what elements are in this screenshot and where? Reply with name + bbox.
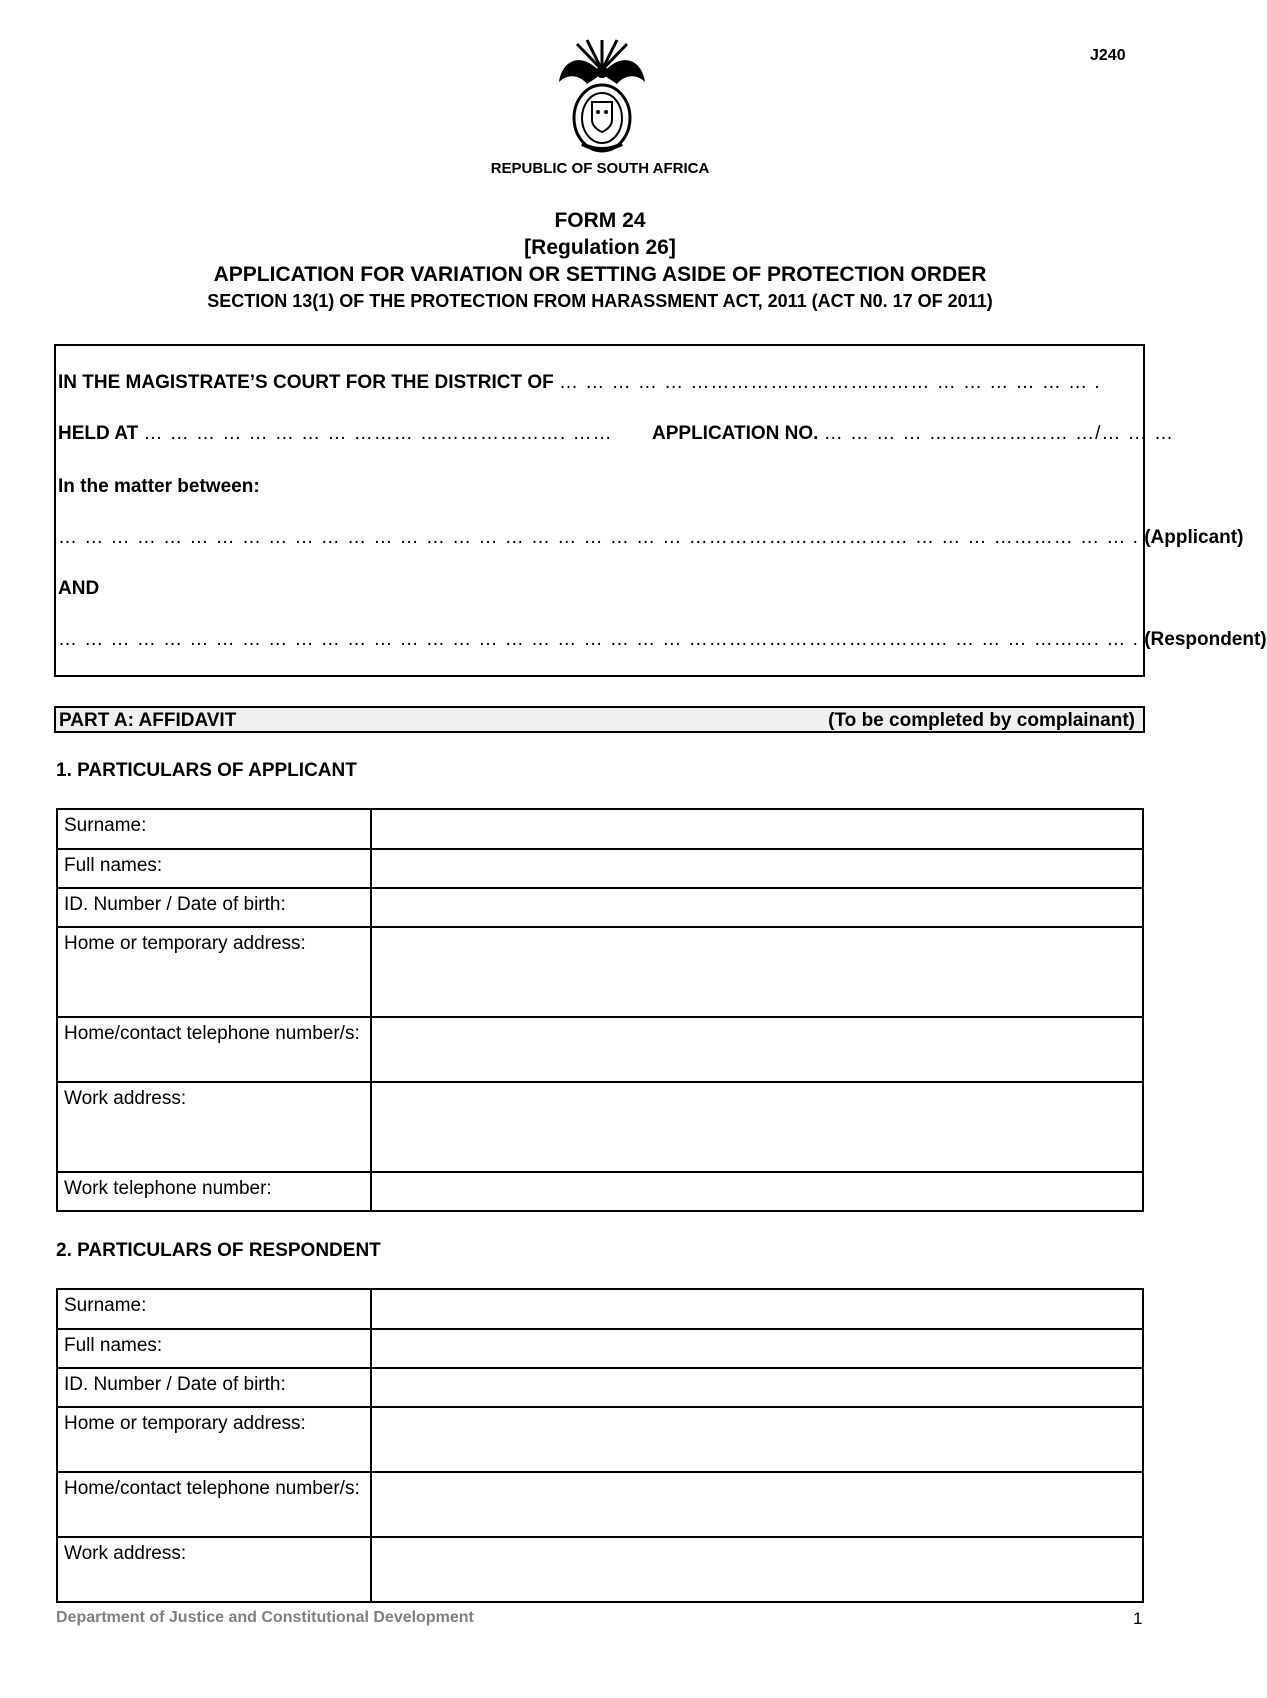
field-label: Surname: [57,809,371,849]
respondent-label: (Respondent) [1144,629,1267,650]
respondent-full-names-input[interactable] [371,1329,1143,1368]
applicant-label: (Applicant) [1144,527,1244,548]
respondent-section-title: 2. PARTICULARS OF RESPONDENT [56,1240,381,1261]
respondent-row[interactable] [58,629,1267,657]
district-label: IN THE MAGISTRATE’S COURT FOR THE DISTRICT OF [58,372,554,393]
applicant-id-input[interactable] [371,888,1143,927]
field-label: Surname: [57,1289,371,1329]
field-label: Home or temporary address: [57,1407,371,1472]
part-a-title: PART A: AFFIDAVIT [59,710,237,731]
matter-label: In the matter between: [58,476,260,497]
field-label: ID. Number / Date of birth: [57,888,371,927]
table-row [57,1368,1143,1407]
form-code: J240 [1090,47,1126,64]
table-row [57,1017,1143,1082]
form-number: FORM 24 [554,209,646,232]
applicant-section-title: 1. PARTICULARS OF APPLICANT [56,760,357,781]
applicant-row[interactable] [58,527,1244,555]
table-row [57,927,1143,1017]
form-title: APPLICATION FOR VARIATION OR SETTING ASIDE OF PROTECTION ORDER [213,263,987,286]
coat-of-arms-icon [557,40,647,158]
respondent-home-address-input[interactable] [371,1407,1143,1472]
held-at-field[interactable]: … … … … … … … … ……… …………………. …… [143,423,613,444]
field-label: Full names: [57,1329,371,1368]
and-label: AND [58,578,100,599]
table-row [57,1289,1143,1329]
table-row [57,1407,1143,1472]
table-row [57,849,1143,888]
respondent-particulars-table [56,1288,1144,1603]
application-no-label: APPLICATION NO. [652,423,819,444]
field-label: Work telephone number: [57,1172,371,1211]
held-at-row[interactable] [58,423,1174,451]
applicant-home-phone-input[interactable] [371,1017,1143,1082]
district-field[interactable]: … … … … … ……………………………… … … … … … … . [559,372,1101,393]
page-number: 1 [1133,1609,1143,1628]
applicant-field[interactable]: … … … … … … … … … … … … … … … … … … … … … … … … …………………………… … … … ………… … … . [58,527,1139,548]
applicant-full-names-input[interactable] [371,849,1143,888]
field-label: Full names: [57,849,371,888]
table-row [57,1472,1143,1537]
table-row [57,809,1143,849]
respondent-home-phone-input[interactable] [371,1472,1143,1537]
form-subtitle: SECTION 13(1) OF THE PROTECTION FROM HARASSMENT ACT, 2011 (ACT N0. 17 OF 2011) [207,291,993,311]
field-label: Work address: [57,1537,371,1602]
respondent-field[interactable]: … … … … … … … … … … … … … … … … … … … … … … … … ………………………………… … … … ………. … . [58,629,1139,650]
applicant-home-address-input[interactable] [371,927,1143,1017]
district-row[interactable] [58,372,1143,400]
field-label: Work address: [57,1082,371,1172]
footer-department: Department of Justice and Constitutional Development [56,1609,474,1626]
field-label: Home/contact telephone number/s: [57,1472,371,1537]
held-at-label: HELD AT [58,423,139,444]
application-no-field[interactable]: … … … … ………………… …/… … … [823,423,1174,444]
respondent-work-address-input[interactable] [371,1537,1143,1602]
form-titles [0,207,1200,315]
table-row [57,1329,1143,1368]
table-row [57,1172,1143,1211]
table-row [57,1537,1143,1602]
applicant-work-phone-input[interactable] [371,1172,1143,1211]
applicant-particulars-table [56,808,1144,1212]
country-name: REPUBLIC OF SOUTH AFRICA [490,160,710,177]
application-no-group[interactable] [652,423,1174,445]
field-label: ID. Number / Date of birth: [57,1368,371,1407]
table-row [57,1082,1143,1172]
part-a-note: (To be completed by complainant) [828,710,1135,731]
court-details-box [54,344,1267,677]
table-row [57,888,1143,927]
part-a-banner [54,706,1145,733]
regulation: [Regulation 26] [524,236,676,259]
field-label: Home/contact telephone number/s: [57,1017,371,1082]
applicant-surname-input[interactable] [371,809,1143,849]
respondent-surname-input[interactable] [371,1289,1143,1329]
respondent-id-input[interactable] [371,1368,1143,1407]
applicant-work-address-input[interactable] [371,1082,1143,1172]
field-label: Home or temporary address: [57,927,371,1017]
